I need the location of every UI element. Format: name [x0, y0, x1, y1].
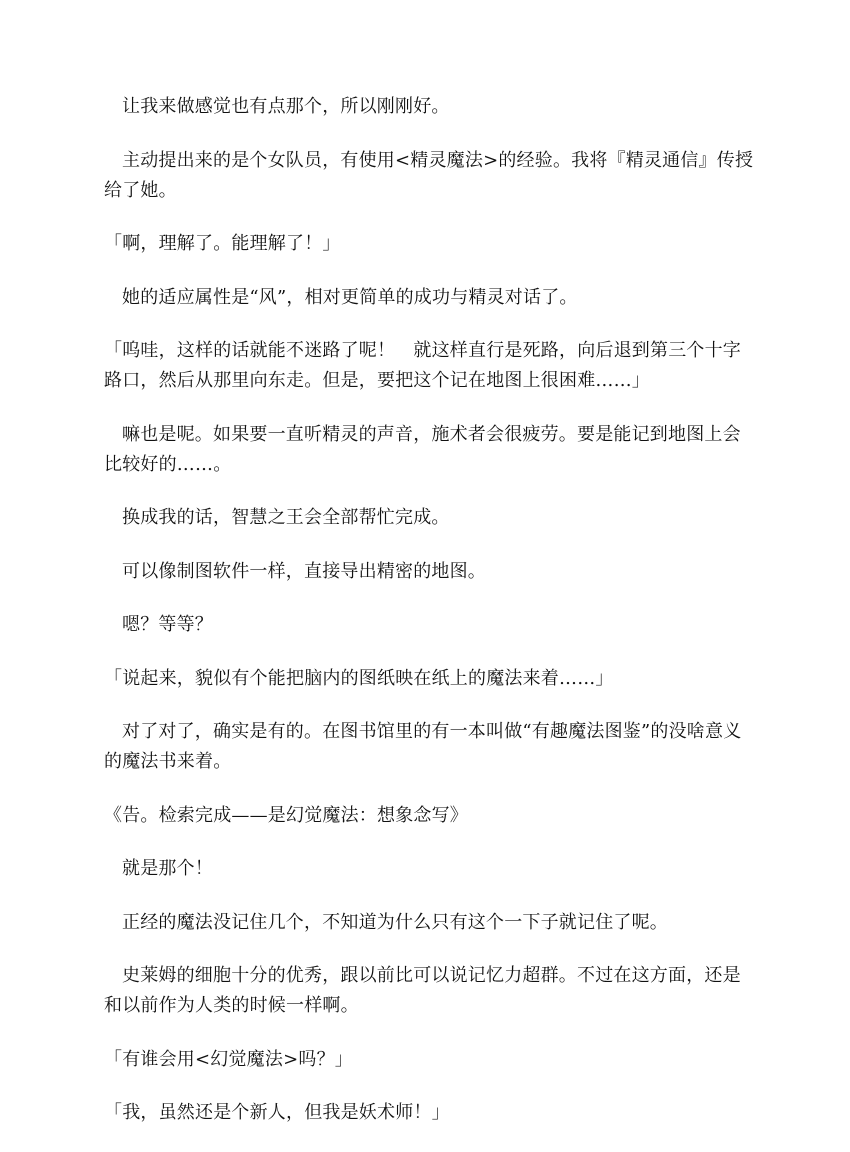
- paragraph: 换成我的话，智慧之王会全部帮忙完成。: [122, 507, 450, 528]
- dialogue-line: 「啊，理解了。能理解了！」: [104, 233, 341, 254]
- paragraph: 就是那个！: [122, 858, 213, 879]
- document-page: [104, 92, 754, 1152]
- paragraph: 她的适应属性是“风”，相对更简单的成功与精灵对话了。: [122, 286, 578, 308]
- paragraph: 嗯？等等？: [122, 614, 213, 635]
- paragraph: 可以像制图软件一样，直接导出精密的地图。: [122, 560, 486, 582]
- dialogue-line: 「呜哇，这样的话就能不迷路了呢！ 就这样直行是死路，向后退到第三个十字路口，然后从那里向东走。但是，要把这个记在地图上很困难……」: [104, 340, 741, 391]
- paragraph: 正经的魔法没记住几个，不知道为什么只有这个一下子就记住了呢。: [122, 911, 668, 933]
- paragraph: 对了对了，确实是有的。在图书馆里的有一本叫做“有趣魔法图鉴”的没啥意义的魔法书来着。: [104, 721, 742, 772]
- paragraph: 让我来做感觉也有点那个，所以刚刚好。: [122, 96, 450, 117]
- paragraph: 嘛也是呢。如果要一直听精灵的声音，施术者会很疲劳。要是能记到地图上会比较好的……。: [104, 423, 741, 475]
- dialogue-line: 「有谁会用<幻觉魔法>吗？」: [104, 1048, 353, 1070]
- dialogue-line: 「说起来，貌似有个能把脑内的图纸映在纸上的魔法来着……」: [104, 667, 614, 689]
- paragraph: 主动提出来的是个女队员，有使用<精灵魔法>的经验。我将『精灵通信』传授给了她。: [104, 149, 754, 201]
- system-message: 《告。检索完成——是幻觉魔法：想象念写》: [104, 804, 468, 826]
- paragraph: 史莱姆的细胞十分的优秀，跟以前比可以说记忆力超群。不过在这方面，还是和以前作为人类的时候一样啊。: [104, 965, 741, 1016]
- dialogue-line: 「我，虽然还是个新人，但我是妖术师！」: [104, 1102, 450, 1123]
